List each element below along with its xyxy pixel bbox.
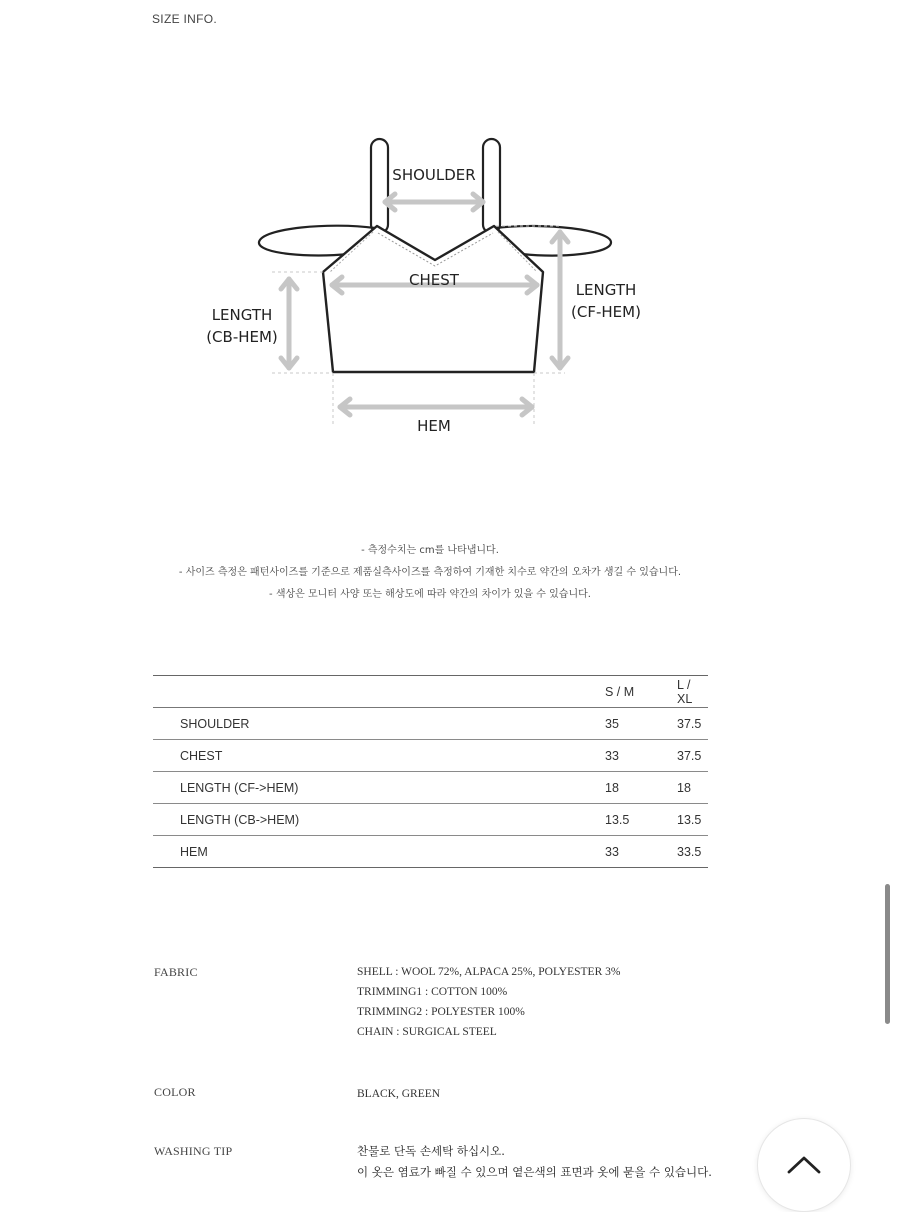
size-table bbox=[153, 675, 708, 868]
color-value: BLACK, GREEN bbox=[357, 1088, 441, 1100]
chevron-up-icon bbox=[786, 1153, 822, 1175]
garment-body bbox=[323, 226, 543, 372]
note-line: - 측정수치는 cm를 나타냅니다. bbox=[361, 545, 499, 556]
size-diagram bbox=[0, 120, 900, 460]
row-label: LENGTH (CB->HEM) bbox=[180, 812, 300, 827]
washing-line: 이 옷은 염료가 빠질 수 있으며 옅은색의 표면과 옷에 묻을 수 있습니다. bbox=[357, 1165, 712, 1179]
cell-value: 37.5 bbox=[677, 716, 702, 731]
cell-value: 13.5 bbox=[605, 812, 630, 827]
table-header-row bbox=[153, 676, 708, 708]
cell-value: 18 bbox=[677, 780, 691, 795]
header-cell: L / XL bbox=[677, 677, 693, 706]
label-hem: HEM bbox=[417, 417, 451, 435]
table-row bbox=[153, 836, 708, 868]
label-length-cb-line2: (CB-HEM) bbox=[206, 328, 278, 346]
fabric-line: SHELL : WOOL 72%, ALPACA 25%, POLYESTER 3% bbox=[357, 966, 621, 978]
cell-value: 35 bbox=[605, 716, 619, 731]
washing-label: WASHING TIP bbox=[154, 1144, 233, 1158]
cell-value: 33 bbox=[605, 748, 619, 763]
label-shoulder: SHOULDER bbox=[392, 166, 476, 184]
row-label: CHEST bbox=[180, 748, 223, 763]
fabric-line: TRIMMING1 : COTTON 100% bbox=[357, 986, 508, 998]
table-row bbox=[153, 740, 708, 772]
label-chest: CHEST bbox=[409, 271, 459, 289]
left-strap bbox=[371, 139, 388, 233]
fabric-details bbox=[357, 962, 620, 1042]
color-label: COLOR bbox=[154, 1085, 196, 1099]
table-row bbox=[153, 772, 708, 804]
scrollbar-thumb[interactable] bbox=[885, 884, 890, 1024]
cell-value: 33.5 bbox=[677, 844, 702, 859]
row-label: SHOULDER bbox=[180, 716, 250, 731]
washing-details bbox=[357, 1141, 712, 1183]
header-cell: S / M bbox=[605, 684, 635, 699]
note-line: - 사이즈 측정은 패턴사이즈를 기준으로 제품실측사이즈를 측정하여 기재한 치수로 약간의 오차가 생길 수 있습니다. bbox=[178, 567, 682, 578]
washing-line: 찬물로 단독 손세탁 하십시오. bbox=[357, 1144, 505, 1158]
measurement-notes bbox=[0, 540, 860, 606]
section-title: SIZE INFO. bbox=[152, 12, 218, 26]
cell-value: 18 bbox=[605, 780, 619, 795]
cell-value: 33 bbox=[605, 844, 619, 859]
label-length-cb-line1: LENGTH bbox=[211, 306, 273, 324]
note-line: - 색상은 모니터 사양 또는 해상도에 따라 약간의 차이가 있을 수 있습니다. bbox=[269, 589, 591, 600]
fabric-label: FABRIC bbox=[154, 965, 198, 979]
header-cell bbox=[153, 676, 578, 708]
table-row bbox=[153, 804, 708, 836]
row-label: LENGTH (CF->HEM) bbox=[180, 780, 299, 795]
table-row bbox=[153, 708, 708, 740]
scroll-to-top-button[interactable] bbox=[757, 1118, 851, 1212]
right-strap bbox=[483, 139, 500, 233]
label-length-cf-line1: LENGTH bbox=[575, 281, 637, 299]
fabric-line: TRIMMING2 : POLYESTER 100% bbox=[357, 1006, 525, 1018]
cell-value: 13.5 bbox=[677, 812, 702, 827]
row-label: HEM bbox=[180, 844, 208, 859]
cell-value: 37.5 bbox=[677, 748, 702, 763]
fabric-line: CHAIN : SURGICAL STEEL bbox=[357, 1026, 497, 1038]
label-length-cf-line2: (CF-HEM) bbox=[571, 303, 641, 321]
